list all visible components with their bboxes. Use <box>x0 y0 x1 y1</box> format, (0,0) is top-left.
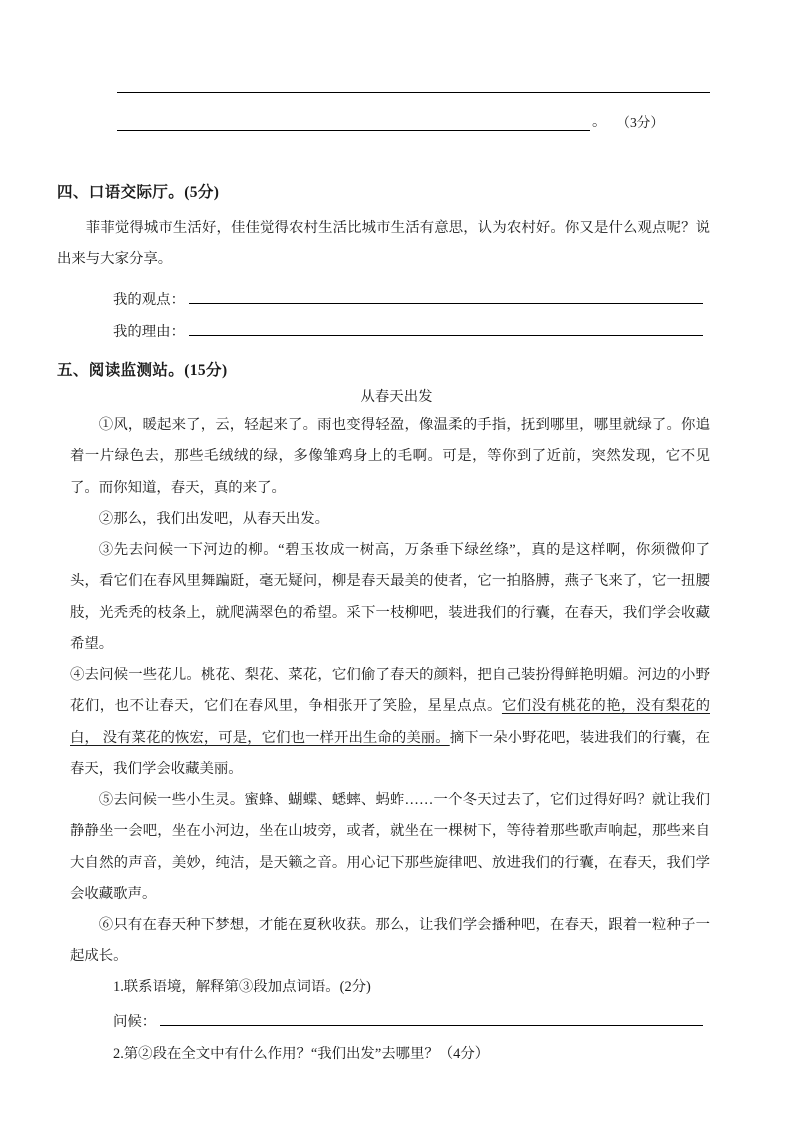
carryover-period: 。 <box>592 114 607 130</box>
paragraph-4-text-before: ④去问候一些花儿。桃花、梨花、菜花，它们偷了春天的颜料，把自己装扮得鲜艳明媚。河边的小野花们，也不让春天，它们在春风里，争相张开了笑脸，星星点点。 <box>70 667 710 715</box>
section-heading-four: 四、口语交际厅。(5分) <box>57 184 220 201</box>
question-1-text: 1.联系语境，解释第③段加点词语。(2分) <box>113 979 371 995</box>
article-title: 从春天出发 <box>360 389 433 405</box>
article-paragraph-3: ③先去问候一下河边的柳。“碧玉妆成一树高，万条垂下绿丝绦”，真的是这样啊，你须微仰了头，看它们在春风里舞蹁跹，毫无疑问，柳是春天最美的使者，它一拍胳膊，燕子飞来了，它一扭腰肢，光秃秃的枝条上，就爬满翠色的希望。采下一枝柳吧，装进我们的行囊，在春天，我们学会收藏希望。 <box>70 542 710 652</box>
paragraph-4-text-after: 摘下一朵小野花吧，装进我们的行囊，在春天，我们学会收藏美丽。 <box>70 729 710 777</box>
my-viewpoint-row <box>113 288 703 309</box>
question-1-answer-input[interactable] <box>160 1010 703 1026</box>
my-viewpoint-input[interactable] <box>189 288 703 304</box>
my-reason-row <box>113 320 703 341</box>
section-four-prompt: 菲菲觉得城市生活好，佳佳觉得农村生活比城市生活有意思，认为农村好。你又是什么观点呢？说出来与大家分享。 <box>57 220 710 267</box>
my-reason-input[interactable] <box>189 320 703 336</box>
my-viewpoint-label: 我的观点： <box>113 292 185 308</box>
question-1-answer-label: 问候： <box>113 1014 157 1030</box>
my-reason-label: 我的理由： <box>113 324 185 340</box>
section-heading-five: 五、阅读监测站。(15分) <box>57 362 228 379</box>
article-paragraph-4 <box>70 660 710 785</box>
carryover-score: （3分） <box>616 115 664 130</box>
carryover-answer-line-2[interactable] <box>117 130 590 131</box>
question-1-answer-row <box>113 1010 703 1031</box>
paragraph-4-underlined-text: 它们没有桃花的艳，没有梨花的白， 没有菜花的恢宏，可是，它们也一样开出生命的美丽。 <box>70 698 710 746</box>
article-paragraph-5: ⑤去问候一些小生灵。蜜蜂、蝴蝶、蟋蟀、蚂蚱……一个冬天过去了，它们过得好吗？就让我们静静坐一会吧，坐在小河边，坐在山坡旁，或者，就坐在一棵树下，等待着那些歌声响起，那些来自大自然的声音，美妙，纯洁，是天籁之音。用心记下那些旋律吧、放进我们的行囊，在春天，我们学会收藏歌声。 <box>70 792 710 902</box>
article-paragraph-6: ⑥只有在春天种下梦想，才能在夏秋收获。那么，让我们学会播种吧，在春天，跟着一粒种子一起成长。 <box>70 917 710 965</box>
question-2-text: 2.第②段在全文中有什么作用？“我们出发”去哪里？（4分） <box>113 1046 490 1062</box>
carryover-answer-line-2-row <box>117 110 717 131</box>
article-paragraph-1: ①风，暖起来了，云，轻起来了。雨也变得轻盈，像温柔的手指，抚到哪里，哪里就绿了。你追着一片绿色去，那些毛绒绒的绿，多像雏鸡身上的毛啊。可是，等你到了近前，突然发现，它不见了。而你知道，春天，真的来了。 <box>70 417 710 496</box>
article-paragraph-2: ②那么，我们出发吧，从春天出发。 <box>98 511 330 527</box>
carryover-answer-line-1[interactable] <box>117 92 710 93</box>
